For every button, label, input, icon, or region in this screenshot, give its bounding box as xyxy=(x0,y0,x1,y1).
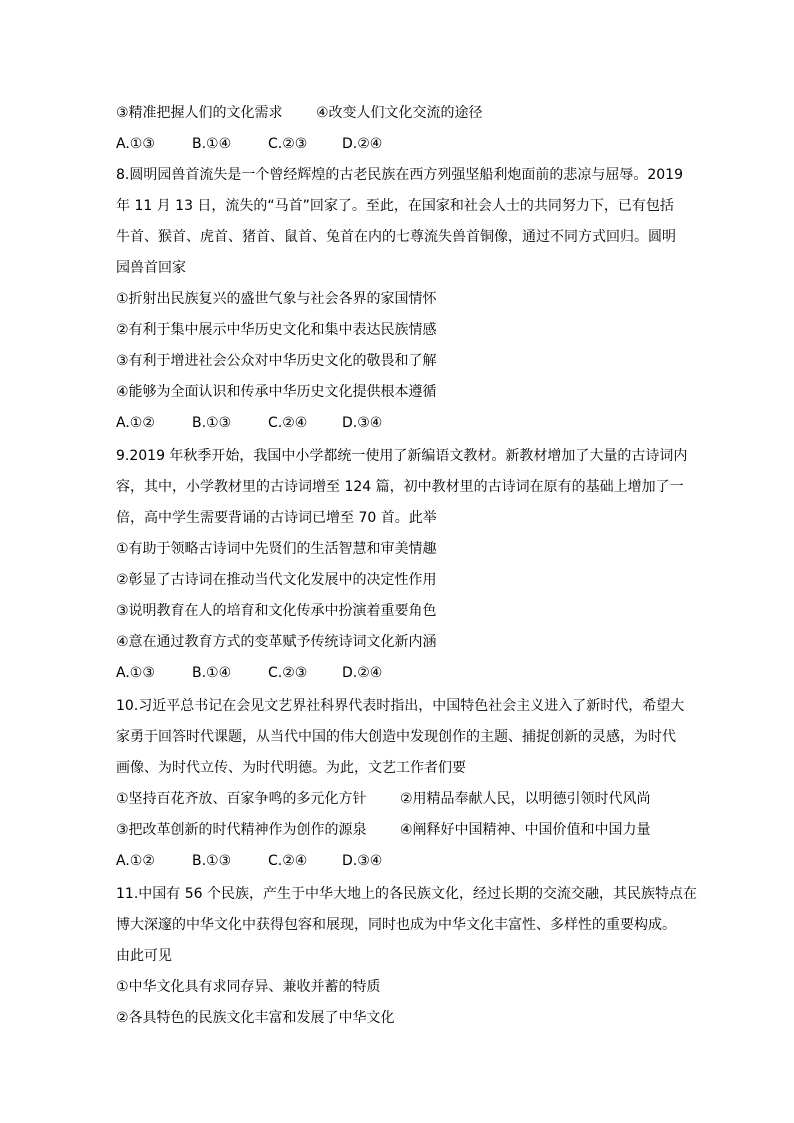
q7-option-b: B.①④ xyxy=(192,136,232,152)
q8-option-a: A.①② xyxy=(116,415,155,431)
q8-option-c: C.②④ xyxy=(268,415,308,431)
q10-option-d: D.③④ xyxy=(342,853,383,869)
q9-option-d: D.②④ xyxy=(342,665,383,681)
q9-option-b: B.①④ xyxy=(192,665,232,681)
q9-option-c: C.②③ xyxy=(268,665,308,681)
q10-items-row-2 xyxy=(116,820,651,840)
q8-stem-line: 牛首、猴首、虎首、猪首、鼠首、兔首在内的七尊流失兽首铜像，通过不同方式回归。圆明 xyxy=(116,229,676,245)
q8-stem-line: 年 11 月 13 日，流失的“马首”回家了。至此，在国家和社会人士的共同努力下，已有包括 xyxy=(116,198,674,214)
q7-option-c: C.②③ xyxy=(268,136,308,152)
q9-item-2: ②彰显了古诗词在推动当代文化发展中的决定性作用 xyxy=(116,572,437,588)
q8-stem-line: 园兽首回家 xyxy=(116,260,186,276)
q9-item-1: ①有助于领略古诗词中先贤们的生活智慧和审美情趣 xyxy=(116,541,437,557)
q9-stem-line: 倍，高中学生需要背诵的古诗词已增至 70 首。此举 xyxy=(116,510,437,526)
q11-item-1: ①中华文化具有求同存异、兼收并蓄的特质 xyxy=(116,979,381,995)
q10-stem-line: 家勇于回答时代课题，从当代中国的伟大创造中发现创作的主题、捕捉创新的灵感，为时代 xyxy=(116,729,676,745)
q10-item-3: ③把改革创新的时代精神作为创作的源泉 xyxy=(116,822,367,838)
q11-stem-line: 11.中国有 56 个民族，产生于中华大地上的各民族文化，经过长期的交流交融，其民族特点在 xyxy=(116,886,697,902)
q10-stem-line: 10.习近平总书记在会见文艺界社科界代表时指出，中国特色社会主义进入了新时代，希望大 xyxy=(116,698,685,714)
q9-stem-line: 容，其中，小学教材里的古诗词增至 124 篇，初中教材里的古诗词在原有的基础上增加了一 xyxy=(116,479,684,495)
q8-item-3: ③有利于增进社会公众对中华历史文化的敬畏和了解 xyxy=(116,353,437,369)
q8-stem-line: 8.圆明园兽首流失是一个曾经辉煌的古老民族在西方列强坚船利炮面前的悲凉与屈辱。2019 xyxy=(116,167,683,183)
q10-items-row-1 xyxy=(116,789,651,809)
q11-stem-line: 博大深邃的中华文化中获得包容和展现，同时也成为中华文化丰富性、多样性的重要构成。 xyxy=(116,917,676,933)
q8-item-1: ①折射出民族复兴的盛世气象与社会各界的家国情怀 xyxy=(116,291,437,307)
q8-item-2: ②有利于集中展示中华历史文化和集中表达民族情感 xyxy=(116,322,437,338)
q10-option-a: A.①② xyxy=(116,853,155,869)
q8-option-d: D.③④ xyxy=(342,415,383,431)
q10-item-2: ②用精品奉献人民，以明德引领时代风尚 xyxy=(400,791,651,807)
q10-stem-line: 画像、为时代立传、为时代明德。为此，文艺工作者们要 xyxy=(116,760,466,776)
q10-option-b: B.①③ xyxy=(192,853,232,869)
q7-option-d: D.②④ xyxy=(342,136,383,152)
q10-item-1: ①坚持百花齐放、百家争鸣的多元化方针 xyxy=(116,791,367,807)
q9-options xyxy=(116,663,382,683)
q11-stem-line: 由此可见 xyxy=(116,948,172,964)
q7-options xyxy=(116,134,382,154)
q9-option-a: A.①③ xyxy=(116,665,155,681)
q7-items-row xyxy=(116,103,483,123)
q7-item-3: ③精准把握人们的文化需求 xyxy=(116,105,283,121)
q9-item-3: ③说明教育在人的培育和文化传承中扮演着重要角色 xyxy=(116,603,437,619)
q9-item-4: ④意在通过教育方式的变革赋予传统诗词文化新内涵 xyxy=(116,634,437,650)
q8-item-4: ④能够为全面认识和传承中华历史文化提供根本遵循 xyxy=(116,384,437,400)
q7-item-4: ④改变人们文化交流的途径 xyxy=(316,105,483,121)
q9-stem-line: 9.2019 年秋季开始，我国中小学都统一使用了新编语文教材。新教材增加了大量的古诗词内 xyxy=(116,448,688,464)
q10-options xyxy=(116,851,382,871)
q8-options xyxy=(116,413,382,433)
q10-option-c: C.②④ xyxy=(268,853,308,869)
q7-option-a: A.①③ xyxy=(116,136,155,152)
q8-option-b: B.①③ xyxy=(192,415,232,431)
q11-item-2: ②各具特色的民族文化丰富和发展了中华文化 xyxy=(116,1010,395,1026)
q10-item-4: ④阐释好中国精神、中国价值和中国力量 xyxy=(400,822,651,838)
